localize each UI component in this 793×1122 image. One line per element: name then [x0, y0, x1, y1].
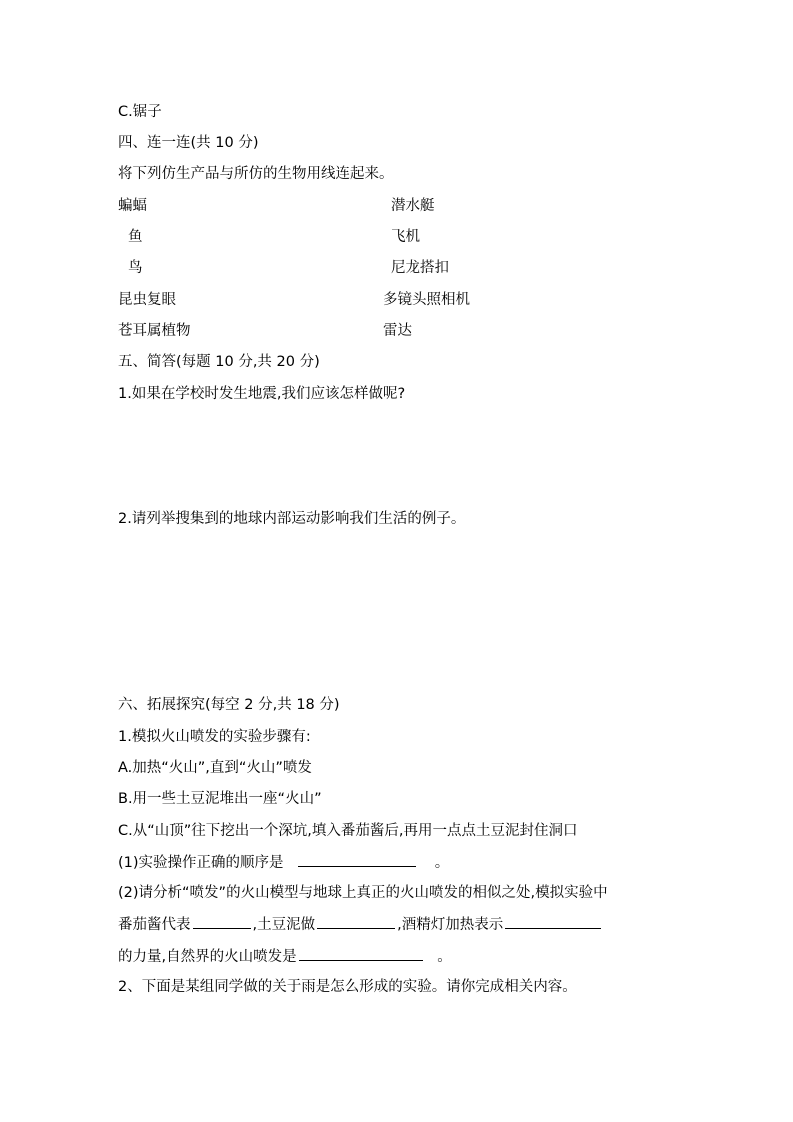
subquestion-2-text-b: ,土豆泥做 — [252, 917, 316, 933]
match-left-item: 鱼 — [128, 229, 143, 245]
section5-title: 五、简答(每题 10 分,共 20 分) — [118, 354, 320, 370]
answer-blank-potato[interactable] — [317, 914, 395, 929]
section6-title: 六、拓展探究(每空 2 分,共 18 分) — [118, 697, 340, 713]
subquestion-2-line-1: (2)请分析“喷发”的火山模型与地球上真正的火山喷发的相似之处,模拟实验中 — [118, 885, 608, 901]
match-left-item: 苍耳属植物 — [118, 323, 191, 339]
q3-option-c: C.锯子 — [118, 104, 162, 120]
section6-question-1: 1.模拟火山喷发的实验步骤有: — [118, 729, 311, 745]
subquestion-2-line-3 — [118, 946, 452, 967]
match-right-item: 多镜头照相机 — [383, 292, 470, 308]
answer-blank-order[interactable] — [298, 852, 416, 867]
section4-instruction: 将下列仿生产品与所仿的生物用线连起来。 — [118, 166, 394, 182]
subquestion-1-text: (1)实验操作正确的顺序是 — [118, 855, 284, 871]
subquestion-2-text-a: 番茄酱代表 — [118, 917, 191, 933]
step-a: A.加热“火山”,直到“火山”喷发 — [118, 760, 312, 776]
answer-blank-volcano[interactable] — [299, 946, 423, 961]
answer-blank-heating[interactable] — [505, 914, 601, 929]
section5-question-1: 1.如果在学校时发生地震,我们应该怎样做呢? — [118, 386, 406, 402]
subquestion-2-text-c: ,酒精灯加热表示 — [397, 917, 504, 933]
section6-question-2: 2、下面是某组同学做的关于雨是怎么形成的实验。请你完成相关内容。 — [118, 979, 577, 995]
subquestion-2-text-d: 的力量,自然界的火山喷发是 — [118, 949, 297, 965]
match-left-item: 蝙蝠 — [118, 198, 147, 214]
subquestion-2-line-2 — [118, 914, 603, 935]
step-c: C.从“山顶”往下挖出一个深坑,填入番茄酱后,再用一点点土豆泥封住洞口 — [118, 823, 578, 839]
subquestion-2-end: 。 — [437, 949, 452, 965]
match-left-item: 鸟 — [128, 260, 143, 276]
match-left-item: 昆虫复眼 — [118, 292, 176, 308]
step-b: B.用一些土豆泥堆出一座“火山” — [118, 791, 322, 807]
subquestion-1-end: 。 — [434, 855, 450, 871]
section5-question-2: 2.请列举搜集到的地球内部运动影响我们生活的例子。 — [118, 511, 466, 527]
match-right-item: 尼龙搭扣 — [391, 260, 449, 276]
section4-title: 四、连一连(共 10 分) — [118, 135, 259, 151]
match-right-item: 潜水艇 — [391, 198, 435, 214]
answer-blank-ketchup[interactable] — [193, 914, 251, 929]
match-right-item: 飞机 — [391, 229, 420, 245]
match-right-item: 雷达 — [383, 323, 412, 339]
subquestion-1 — [118, 852, 449, 873]
